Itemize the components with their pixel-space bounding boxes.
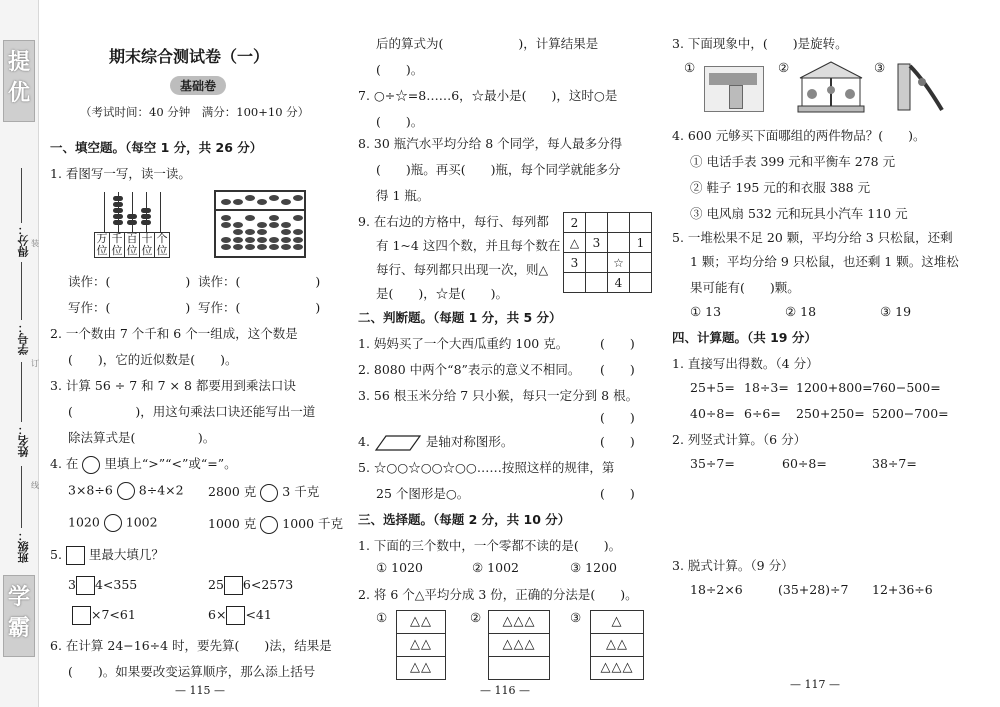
atm-slot (709, 73, 757, 85)
compare-circle-icon[interactable] (260, 484, 278, 502)
question-text: 3. 脱式计算。（9 分） (672, 558, 794, 573)
card-shape (729, 85, 743, 109)
grid-cell (586, 273, 608, 293)
question-text: 果可能有( )颗。 (690, 280, 800, 295)
page-number: — 117 — (790, 678, 840, 691)
student-id-line (21, 262, 22, 320)
calc-item[interactable]: 18÷3= (744, 380, 789, 395)
choice-label[interactable]: ① (376, 610, 388, 625)
page-number: — 116 — (480, 684, 530, 697)
abacus-bead (113, 196, 123, 201)
judge-item: 2. 8080 中两个“8”表示的意义不相同。 (358, 362, 581, 377)
question-text: ( )。 (376, 114, 424, 129)
class-line (21, 466, 22, 528)
score-line (21, 168, 22, 223)
triangle-row: △△ (397, 634, 445, 657)
name-label: 姓名： (17, 424, 30, 457)
question-text: 是( )，☆是( )。 (376, 286, 509, 301)
triangle-row: △△ (410, 660, 432, 675)
question-text: ( )瓶。再买( )瓶，每个同学就能多分 (376, 162, 621, 177)
calc-item[interactable]: 38÷7= (872, 456, 917, 471)
choice-label[interactable]: ② (778, 60, 790, 75)
abacus-label: 万位 (95, 233, 110, 257)
judge-answer[interactable]: ( ) (600, 336, 635, 351)
question-text (50, 545, 164, 565)
compare-right: 1002 (125, 514, 158, 530)
brand-logo-top (3, 40, 35, 122)
abacus-bead (127, 220, 137, 225)
section-heading: 三、选择题。（每题 2 分，共 10 分） (358, 512, 571, 527)
question-text: 后的算式为( )，计算结果是 (376, 36, 599, 51)
fill-item (208, 576, 293, 595)
question-text: 3. 计算 56 ÷ 7 和 7 × 8 都要用到乘法口诀 (50, 378, 296, 393)
abacus-bead (113, 214, 123, 219)
calc-item[interactable]: (35+28)÷7 (778, 582, 849, 597)
choice-label[interactable]: ① (684, 60, 696, 75)
answer-blank[interactable]: 写作：( ) (68, 300, 191, 315)
grid-cell: ☆ (608, 253, 630, 273)
triangle-row: △ (591, 611, 643, 634)
question-text: 5. 一堆松果不足 20 颗，平均分给 3 只松鼠，还剩 (672, 230, 953, 245)
grid-cell: △ (564, 233, 586, 253)
slide-icon (894, 60, 946, 114)
brand-logo-bottom (3, 575, 35, 657)
question-text: 1. 直接写出得数。（4 分） (672, 356, 819, 371)
calc-item[interactable]: 18÷2×6 (690, 582, 743, 597)
calc-item[interactable]: 35÷7= (690, 456, 735, 471)
abacus-bead (141, 208, 151, 213)
choice-option[interactable]: ① 13 (690, 304, 722, 319)
question-text: 除法算式是( )。 (68, 430, 216, 445)
fill-right: ×7<61 (91, 607, 136, 622)
answer-blank[interactable]: 读作：( ) (198, 274, 321, 289)
question-text: 1. 看图写一写，读一读。 (50, 166, 191, 181)
judge-item: 25 个图形是○。 (376, 486, 470, 501)
abacus-bead (127, 214, 137, 219)
section-heading: 一、填空题。（每空 1 分，共 26 分） (50, 140, 263, 155)
compare-item (208, 482, 319, 502)
fill-right: 6<2573 (242, 577, 294, 592)
judge-answer[interactable]: ( ) (600, 362, 635, 377)
question-text-tail: 里最大填几？ (88, 547, 164, 562)
grid-cell: 1 (630, 233, 652, 253)
judge-item (358, 432, 513, 452)
question-text: 4. 600 元够买下面哪组的两件物品？( )。 (672, 128, 926, 143)
compare-circle-icon[interactable] (260, 516, 278, 534)
question-text: ( )。 (376, 62, 424, 77)
question-text: 2. 一个数由 7 个千和 6 个一组成，这个数是 (50, 326, 298, 341)
abacus-bead (113, 208, 123, 213)
fill-right: <41 (245, 607, 272, 622)
exam-meta: （考试时间：40 分钟 满分：100+10 分） (80, 105, 310, 119)
carousel-icon (796, 60, 866, 114)
compare-item (208, 514, 343, 534)
blank-square-icon[interactable] (224, 576, 243, 595)
compare-right: 8÷4×2 (138, 482, 184, 498)
blank-square-icon (66, 546, 85, 565)
section-heading: 四、计算题。（共 19 分） (672, 330, 817, 345)
fill-item (72, 606, 136, 625)
fill-left: 3 (68, 577, 76, 592)
fill-item (68, 576, 137, 595)
abacus-rod (160, 192, 161, 232)
blank-square-icon[interactable] (226, 606, 245, 625)
binding-margin (0, 0, 39, 707)
question-text: 得 1 瓶。 (376, 188, 430, 203)
judge-text: 是轴对称图形。 (425, 434, 514, 449)
compare-left: 3×8÷6 (68, 482, 113, 498)
abacus-labels (94, 232, 170, 258)
compare-circle-icon (82, 456, 100, 474)
compare-left: 1000 克 (208, 516, 257, 531)
question-text (50, 454, 237, 474)
compare-left: 1020 (68, 514, 100, 530)
triangle-grouping-option[interactable] (396, 610, 446, 680)
fill-right: 4<355 (94, 577, 138, 592)
binding-mark: 线 (31, 481, 39, 490)
compare-item (68, 482, 184, 500)
question-text: 3. 下面现象中，( )是旋转。 (672, 36, 848, 51)
triangle-grouping-option[interactable] (590, 610, 644, 680)
triangle-grouping-option[interactable] (488, 610, 550, 680)
question-text: 1. 下面的三个数中，一个零都不读的是( )。 (358, 538, 622, 553)
parallelogram-icon (374, 434, 422, 452)
blank-square-icon[interactable] (72, 606, 91, 625)
question-text-tail: 里填上“>”“<”或“=”。 (104, 456, 237, 471)
choice-option[interactable]: ① 电话手表 399 元和平衡车 278 元 (690, 154, 896, 169)
triangle-row: △△△ (489, 611, 549, 634)
compare-right: 3 千克 (282, 484, 320, 499)
calc-item[interactable]: 6÷6= (744, 406, 781, 421)
abacus-rod (132, 192, 133, 232)
abacus-label: 百位 (125, 233, 140, 257)
triangle-row: △△ (397, 611, 445, 634)
section-heading: 二、判断题。（每题 1 分，共 5 分） (358, 310, 562, 325)
page-number: — 115 — (175, 684, 225, 697)
bead-frame-abacus (214, 190, 306, 258)
judge-item: 3. 56 根玉米分给 7 只小猴，每只一定分到 8 根。 (358, 388, 639, 403)
number-grid (563, 212, 652, 293)
question-text: 8. 30 瓶汽水平均分给 8 个同学，每人最多分得 (358, 136, 623, 151)
level-badge: 基础卷 (170, 76, 226, 95)
question-text: 有 1~4 这四个数，并且每个数在 (376, 238, 561, 253)
grid-cell (564, 273, 586, 293)
question-text: 2. 将 6 个△平均分成 3 份，正确的分法是( )。 (358, 587, 638, 602)
compare-circle-icon[interactable] (104, 514, 122, 532)
grid-cell (630, 273, 652, 293)
name-line (21, 362, 22, 422)
question-text: ( )，它的近似数是( )。 (68, 352, 238, 367)
abacus-rod (104, 192, 105, 232)
choice-option[interactable]: ② 1002 (472, 560, 519, 575)
calc-item[interactable]: 1200+800= (796, 380, 873, 395)
question-text: ( )。如果要改变运算顺序，那么添上括号 (68, 664, 316, 679)
calc-item[interactable]: 60÷8= (782, 456, 827, 471)
calc-item[interactable]: 760−500= (872, 380, 941, 395)
triangle-row: △△ (591, 634, 643, 657)
grid-cell: 3 (564, 253, 586, 273)
question-text: 1 颗；平均分给 9 只松鼠，也还剩 1 颗。这堆松 (690, 254, 959, 269)
choice-option[interactable]: ② 18 (785, 304, 817, 319)
answer-blank[interactable]: 读作：( ) (68, 274, 191, 289)
judge-answer[interactable]: ( ) (600, 410, 635, 425)
question-number: 4. (358, 434, 370, 449)
choice-label[interactable]: ② (470, 610, 482, 625)
choice-label[interactable]: ③ (570, 610, 582, 625)
choice-option[interactable]: ③ 1200 (570, 560, 617, 575)
triangle-row: △△△ (489, 634, 549, 657)
abacus-bead (113, 220, 123, 225)
grid-cell (630, 213, 652, 233)
calc-item[interactable]: 40÷8= (690, 406, 735, 421)
class-label: 班级： (17, 530, 30, 563)
binding-mark: 订 (31, 359, 39, 368)
grid-cell (630, 253, 652, 273)
abacus-label: 十位 (140, 233, 155, 257)
brand-text-top: 提优 (7, 50, 30, 106)
compare-item (68, 514, 158, 532)
question-text: 7. ○÷☆=8……6，☆最小是( )，这时○是 (358, 88, 618, 103)
question-text: ( )，用这句乘法口诀还能写出一道 (68, 404, 316, 419)
brand-text-bottom: 学霸 (7, 585, 30, 641)
page-title: 期末综合测试卷（一） (109, 47, 270, 66)
atm-card-picture (704, 66, 764, 112)
judge-item: 1. 妈妈买了一个大西瓜重约 100 克。 (358, 336, 569, 351)
compare-circle-icon[interactable] (117, 482, 135, 500)
question-text: 每行、每列都只出现一次，则△ (376, 262, 549, 277)
calc-item[interactable]: 250+250= (796, 406, 865, 421)
abacus-label: 千位 (110, 233, 125, 257)
grid-cell (608, 213, 630, 233)
grid-cell (586, 213, 608, 233)
question-text: 6. 在计算 24−16÷4 时，要先算( )法，结果是 (50, 638, 332, 653)
fill-item (208, 606, 272, 625)
choice-label[interactable]: ③ (874, 60, 886, 75)
calc-item[interactable]: 5200−700= (872, 406, 949, 421)
triangle-row: △△△ (600, 660, 634, 675)
choice-option[interactable]: ② 鞋子 195 元的和衣服 388 元 (690, 180, 871, 195)
abacus-bead (113, 202, 123, 207)
triangle-row (489, 657, 549, 679)
choice-option[interactable]: ③ 电风扇 532 元和玩具小汽车 110 元 (690, 206, 908, 221)
compare-right: 1000 千克 (282, 516, 344, 531)
answer-blank[interactable]: 写作：( ) (198, 300, 321, 315)
calc-item[interactable]: 25+5= (690, 380, 735, 395)
question-text: 2. 列竖式计算。（6 分） (672, 432, 807, 447)
judge-item: 5. ☆○○☆○○☆○○……按照这样的规律，第 (358, 460, 615, 475)
grid-cell: 3 (586, 233, 608, 253)
fill-left: 6× (208, 607, 227, 622)
grid-cell: 4 (608, 273, 630, 293)
binding-mark: 装 (31, 239, 39, 248)
blank-square-icon[interactable] (76, 576, 95, 595)
abacus-bead (141, 220, 151, 225)
grid-cell: 2 (564, 213, 586, 233)
choice-option[interactable]: ① 1020 (376, 560, 423, 575)
question-text: 9. 在右边的方格中，每行、每列都 (358, 214, 549, 229)
compare-left: 2800 克 (208, 484, 257, 499)
student-id-label: 学号： (17, 322, 30, 355)
abacus-bead (141, 214, 151, 219)
choice-option[interactable]: ③ 19 (880, 304, 912, 319)
judge-answer[interactable]: ( ) (600, 434, 635, 449)
grid-cell (608, 233, 630, 253)
grid-cell (586, 253, 608, 273)
question-number: 4. 在 (50, 456, 79, 471)
calc-item[interactable]: 12+36÷6 (872, 582, 933, 597)
judge-answer[interactable]: ( ) (600, 486, 635, 501)
fill-left: 25 (208, 577, 224, 592)
abacus-label: 个位 (156, 232, 168, 257)
question-number: 5. (50, 547, 62, 562)
score-label: 得分： (17, 224, 30, 257)
